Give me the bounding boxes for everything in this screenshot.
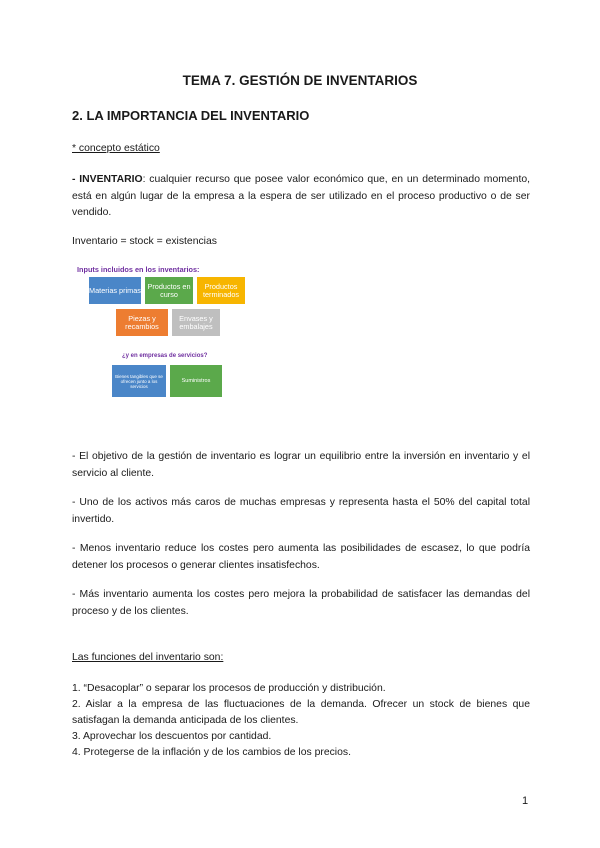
definition-text: : cualquier recurso que posee valor económico que, en un determinado momento, está en algún lugar de la empresa a la espera de ser utilizado en el proceso productivo o de ser vendido. — [72, 174, 530, 218]
box-productos-curso: Productos en curso — [145, 277, 193, 304]
function-item-4: 4. Protegerse de la inflación y de los cambios de los precios. — [72, 747, 351, 758]
page-number: 1 — [522, 795, 529, 807]
box-productos-terminados: Productos terminados — [197, 277, 245, 304]
box-envases-embalajes: Envases y embalajes — [172, 309, 220, 336]
concept-label: * concepto estático — [72, 143, 160, 154]
box-materias-primas: Materias primas — [89, 277, 141, 304]
definition-paragraph — [72, 172, 530, 222]
definition-term: - INVENTARIO — [72, 174, 143, 185]
section-heading: 2. LA IMPORTANCIA DEL INVENTARIO — [72, 108, 310, 123]
equivalence-line: Inventario = stock = existencias — [72, 236, 217, 247]
box-suministros: Suministros — [170, 365, 222, 397]
inventory-inputs-diagram — [72, 263, 252, 401]
paragraph-mas-inventario: - Más inventario aumenta los costes pero mejora la probabilidad de satisfacer las demandas del proceso y de los clientes. — [72, 589, 530, 617]
function-item-3: 3. Aprovechar los descuentos por cantidad. — [72, 731, 272, 742]
function-item-2: 2. Aislar a la empresa de las fluctuaciones de la demanda. Ofrecer un stock de bienes que satisfagan la demanda anticipada de los clientes. — [72, 699, 530, 726]
function-item-1: 1. “Desacoplar” o separar los procesos de producción y distribución. — [72, 683, 386, 694]
diagram-title: Inputs incluidos en los inventarios: — [77, 265, 200, 274]
paragraph-activos: - Uno de los activos más caros de muchas empresas y representa hasta el 50% del capital total invertido. — [72, 497, 530, 525]
paragraph-menos-inventario: - Menos inventario reduce los costes pero aumenta las posibilidades de escasez, lo que podría detener los procesos o generar clientes insatisfechos. — [72, 543, 530, 571]
document-title: TEMA 7. GESTIÓN DE INVENTARIOS — [182, 73, 418, 88]
box-piezas-recambios: Piezas y recambios — [116, 309, 168, 336]
box-bienes-tangibles: Bienes tangibles que se ofrecen junto a los servicios — [112, 365, 166, 397]
paragraph-objetivo: - El objetivo de la gestión de inventario es lograr un equilibrio entre la inversión en inventario y el servicio al cliente. — [72, 451, 530, 479]
services-subtitle: ¿y en empresas de servicios? — [122, 353, 208, 359]
functions-heading: Las funciones del inventario son: — [72, 652, 224, 663]
